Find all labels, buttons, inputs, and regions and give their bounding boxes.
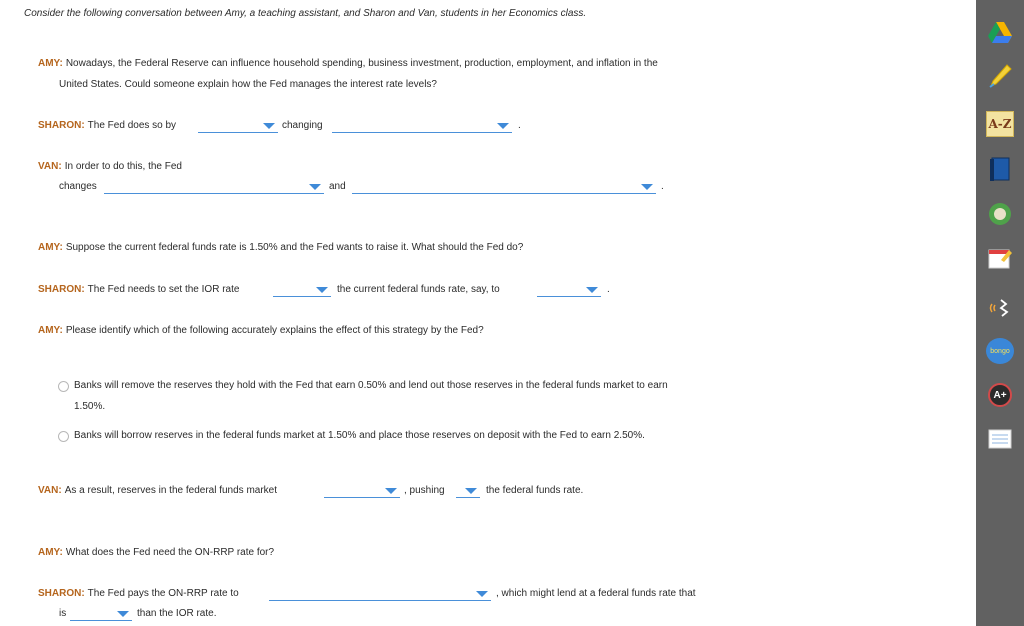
comparison-dropdown[interactable] — [70, 608, 132, 621]
pen-icon[interactable] — [986, 62, 1014, 90]
amy-line-2: United States. Could someone explain how the Fed manages the interest rate levels? — [59, 79, 437, 90]
sharon-period: . — [518, 120, 521, 131]
option-2-text[interactable]: Banks will borrow reserves in the federal funds market at 1.50% and place those reserves on deposit with the Fed to earn 2.50%. — [74, 430, 645, 441]
pushing-dropdown[interactable] — [456, 485, 480, 498]
chevron-down-icon — [316, 287, 328, 293]
van-line-1 — [38, 161, 182, 173]
chevron-down-icon — [476, 591, 488, 597]
rate-value-dropdown[interactable] — [537, 284, 601, 297]
method-dropdown[interactable] — [198, 120, 278, 133]
notepad-icon[interactable] — [986, 244, 1014, 272]
speaker-amy: AMY: — [38, 242, 63, 253]
speaker-van: VAN: — [38, 161, 62, 172]
notes-list-icon[interactable] — [986, 425, 1014, 453]
amy-text: Please identify which of the following accurately explains the effect of this strategy by the Fed? — [65, 325, 484, 336]
speaker-sharon: SHARON: — [38, 120, 85, 131]
amy-text: Nowadays, the Federal Reserve can influence household spending, business investment, production, employment, and inflation in the — [65, 58, 658, 69]
chevron-down-icon — [117, 611, 129, 617]
sharon-q3-end: than the IOR rate. — [137, 608, 217, 619]
speaker-van: VAN: — [38, 485, 62, 496]
bongo-icon[interactable] — [986, 337, 1014, 365]
speaker-amy: AMY: — [38, 325, 63, 336]
a-z-label: A-Z — [986, 111, 1014, 137]
sharon-q3-post: , which might lend at a federal funds rate that — [496, 588, 696, 599]
chevron-down-icon — [641, 184, 653, 190]
amy-text: Suppose the current federal funds rate is 1.50% and the Fed wants to raise it. What should the Fed do? — [65, 242, 524, 253]
ior-rate-dropdown[interactable] — [273, 284, 331, 297]
chevron-down-icon — [497, 123, 509, 129]
van-period: . — [661, 181, 664, 192]
amy-text: What does the Fed need the ON-RRP rate for? — [65, 547, 275, 558]
amy-q3 — [38, 547, 274, 559]
van-q2-end: the federal funds rate. — [486, 485, 584, 496]
option-1-text[interactable]: Banks will remove the reserves they hold with the Fed that earn 0.50% and lend out those reserves in the federal funds market to earn — [74, 380, 668, 391]
van-q2 — [38, 485, 277, 497]
on-rrp-dropdown[interactable] — [269, 588, 491, 601]
sharon-q2-mid: the current federal funds rate, say, to — [337, 284, 500, 295]
audio-icon[interactable] — [986, 294, 1014, 322]
sharon-text: The Fed needs to set the IOR rate — [87, 284, 240, 295]
amy-q2-question — [38, 325, 484, 337]
sharon-text: The Fed pays the ON-RRP rate to — [87, 588, 239, 599]
sharon-q2 — [38, 284, 239, 296]
van-pushing: , pushing — [404, 485, 445, 496]
van-changes: changes — [59, 181, 97, 192]
and-dropdown[interactable] — [352, 181, 656, 194]
option-2-radio[interactable] — [58, 431, 69, 442]
sharon-changing: changing — [282, 120, 323, 131]
book-icon[interactable] — [986, 155, 1014, 183]
chevron-down-icon — [309, 184, 321, 190]
van-and: and — [329, 181, 346, 192]
sharon-text: The Fed does so by — [87, 120, 177, 131]
speaker-amy: AMY: — [38, 58, 63, 69]
drive-icon[interactable] — [986, 19, 1014, 47]
chevron-down-icon — [465, 488, 477, 494]
speaker-sharon: SHARON: — [38, 588, 85, 599]
sharon-q2-period: . — [607, 284, 610, 295]
grade-icon[interactable] — [986, 381, 1014, 409]
van-text: As a result, reserves in the federal funds market — [64, 485, 278, 496]
ring-icon[interactable] — [986, 200, 1014, 228]
changing-dropdown[interactable] — [332, 120, 512, 133]
sharon-line-1 — [38, 120, 176, 132]
chevron-down-icon — [385, 488, 397, 494]
speaker-amy: AMY: — [38, 547, 63, 558]
amy-line-1 — [38, 58, 658, 70]
changes-dropdown[interactable] — [104, 181, 324, 194]
speaker-sharon: SHARON: — [38, 284, 85, 295]
intro-text: Consider the following conversation between Amy, a teaching assistant, and Sharon and Van, students in her Economics class. — [24, 8, 587, 19]
bongo-label: bongo — [986, 338, 1014, 364]
reserves-dropdown[interactable] — [324, 485, 400, 498]
a-z-icon[interactable] — [986, 110, 1014, 138]
sharon-q3-is: is — [59, 608, 67, 619]
grade-label: A+ — [988, 383, 1012, 407]
sharon-q3 — [38, 588, 239, 600]
van-text: In order to do this, the Fed — [64, 161, 182, 172]
option-1-text-cont[interactable]: 1.50%. — [74, 401, 106, 412]
chevron-down-icon — [586, 287, 598, 293]
chevron-down-icon — [263, 123, 275, 129]
tool-sidebar — [976, 0, 1024, 626]
option-1-radio[interactable] — [58, 381, 69, 392]
amy-q2 — [38, 242, 523, 254]
